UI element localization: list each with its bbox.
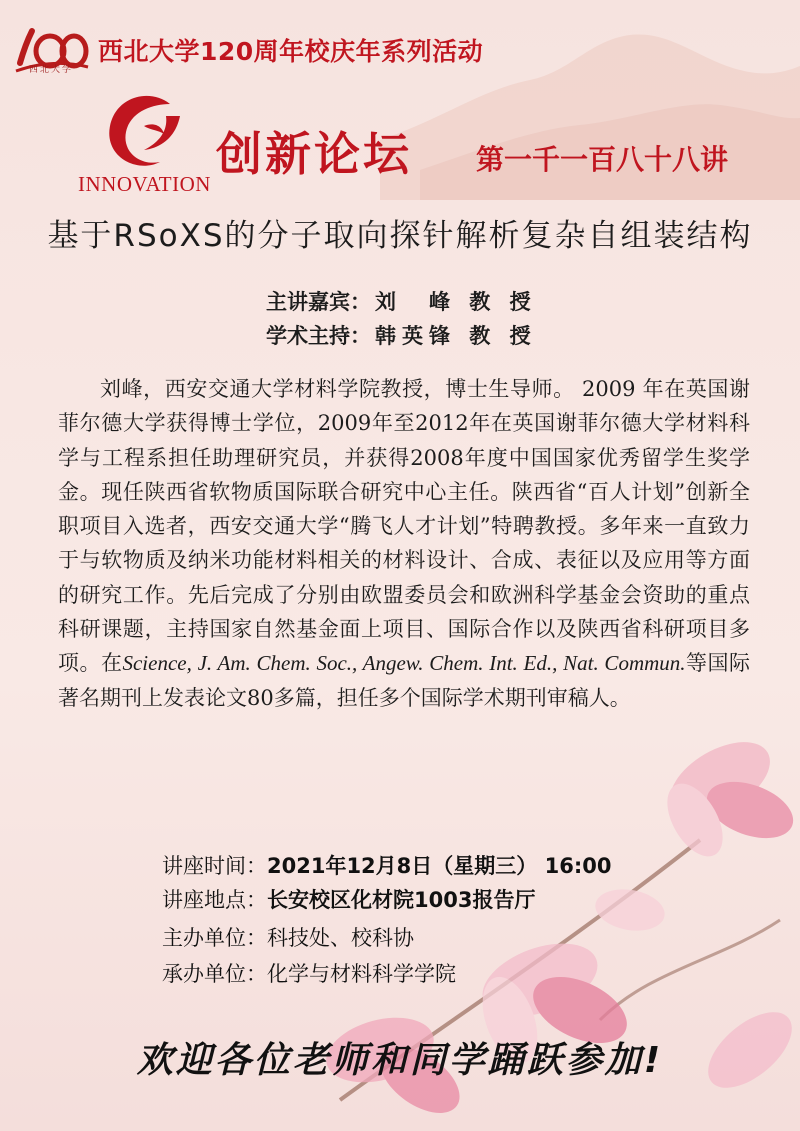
innovation-label: INNOVATION <box>78 172 211 196</box>
bio-text: 刘峰，西安交通大学材料学院教授，博士生导师。 2009 年在英国谢菲尔德大学获得博士学位，2009年至2012年在英国谢菲尔德大学材料科学与工程系担任助理研究员，并获得2008年度中国国家优秀留学生奖学金。现任陕西省软物质国际联合研究中心主任。陕西省“百人计划”创新全职项目入选者，西安交通大学“腾飞人才计划”特聘教授。多年来一直致力于与软物质及纳米功能材料相关的材料设计、合成、表征以及应用等方面的研究工作。先后完成了分别由欧盟委员会和欧洲科学基金会资助的重点科研课题，主持国家自然基金面上项目、国际合作以及陕西省科研项目多项。在 <box>58 377 750 676</box>
organizer-value: 科技处、校科协 <box>267 926 414 950</box>
lecture-place <box>162 884 535 914</box>
welcome-banner: 欢迎各位老师和同学踊跃参加! <box>136 1040 664 1081</box>
speaker-bio <box>58 372 750 715</box>
forum-title: 创新论坛 <box>216 127 412 181</box>
undertaker-label: 承办单位： <box>162 962 267 986</box>
place-value: 长安校区化材院1003报告厅 <box>267 888 536 912</box>
series-title: 西北大学120周年校庆年系列活动 <box>98 37 484 66</box>
host-name: 韩英锋 教 授 <box>375 324 537 348</box>
organizer <box>162 922 414 952</box>
bio-journals: Science, J. Am. Chem. Soc., Angew. Chem. Int. Ed., Nat. Commun. <box>122 651 686 676</box>
talk-title: 基于RSoXS的分子取向探针解析复杂自组装结构 <box>47 218 753 254</box>
innovation-swirl-icon <box>100 86 190 176</box>
logo120-label: 西北大学 <box>28 65 73 75</box>
undertaker <box>162 958 456 988</box>
undertaker-value: 化学与材料科学学院 <box>267 962 456 986</box>
bio-text-end: 等国际著名期刊上发表论文80多篇，担任多个国际学术期刊审稿人。 <box>58 651 750 710</box>
place-label: 讲座地点： <box>162 888 267 912</box>
speaker-label: 主讲嘉宾： <box>266 290 371 314</box>
time-value: 2021年12月8日（星期三） 16:00 <box>267 854 612 878</box>
lecture-time <box>162 850 611 880</box>
host-label: 学术主持： <box>266 324 371 348</box>
nwu-120-logo-icon <box>14 16 90 86</box>
speaker-name: 刘 峰 教 授 <box>375 290 537 314</box>
host-line <box>266 320 537 350</box>
organizer-label: 主办单位： <box>162 926 267 950</box>
speaker-line <box>266 286 537 316</box>
time-label: 讲座时间： <box>162 854 267 878</box>
lecture-number: 第一千一百八十八讲 <box>476 143 729 176</box>
